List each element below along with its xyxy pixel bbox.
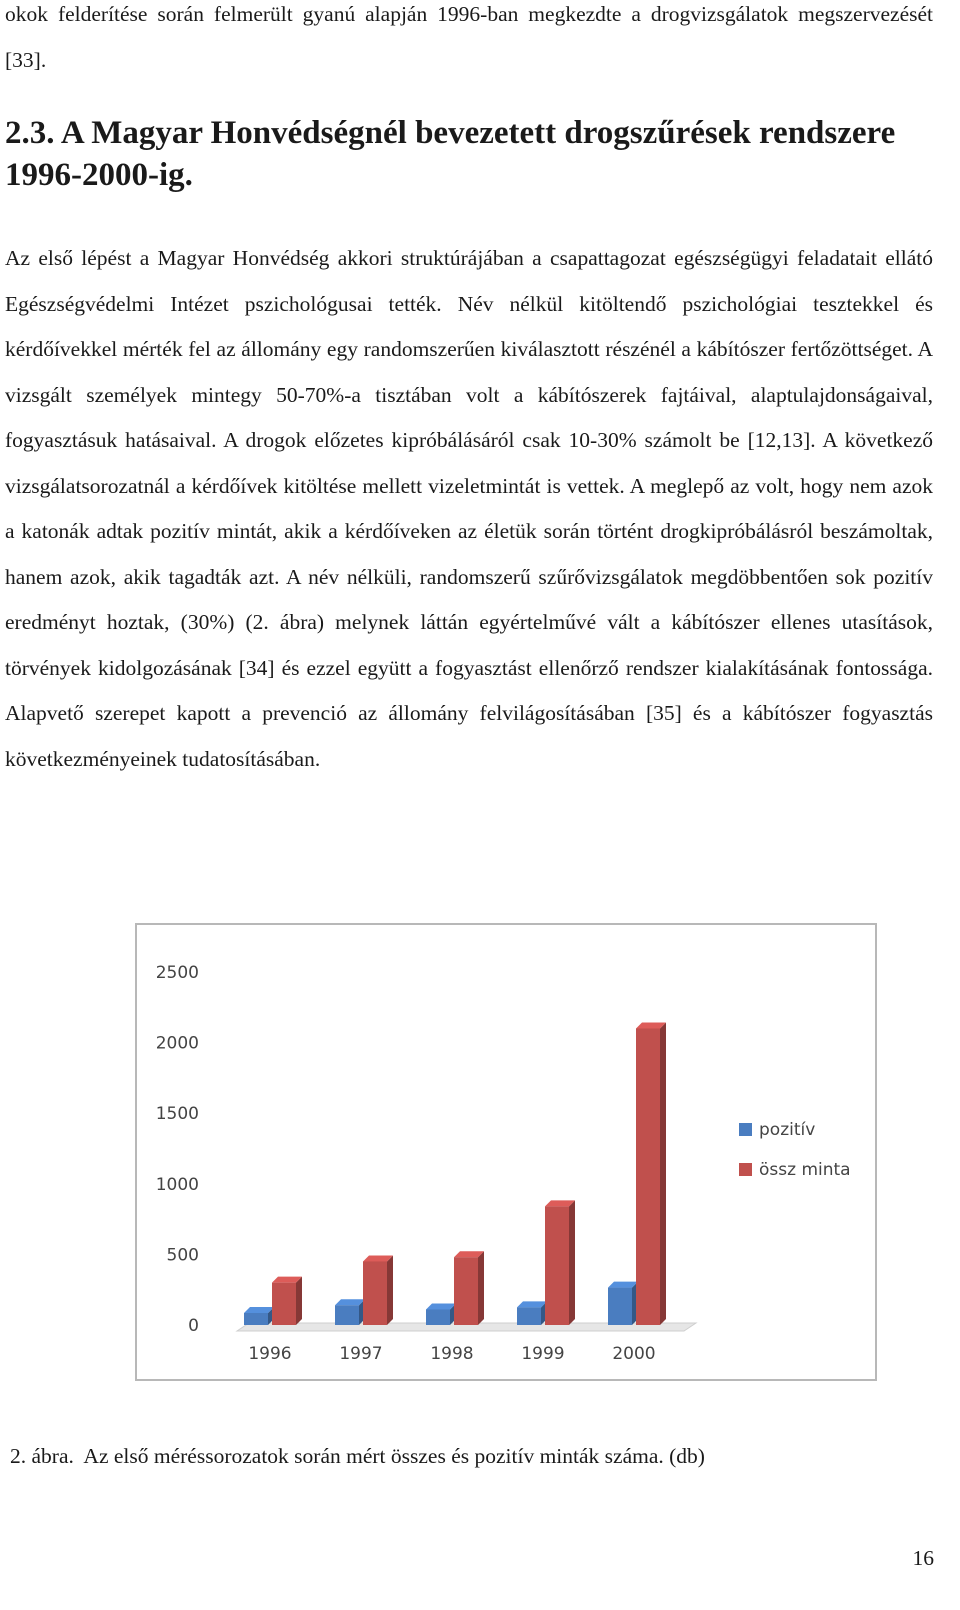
y-tick-label: 2000 [155, 1033, 199, 1054]
x-tick-label: 1999 [521, 1344, 565, 1364]
y-tick-label: 1500 [155, 1104, 199, 1125]
y-tick-label: 500 [166, 1245, 199, 1266]
bar-side [660, 1022, 666, 1325]
bar-side [569, 1200, 575, 1325]
y-tick-label: 1000 [155, 1174, 199, 1195]
figure-caption: 2. ábra. Az első méréssorozatok során mért összes és pozitív minták száma. (db) [10, 1444, 705, 1468]
section-heading: 2.3. A Magyar Honvédségnél bevezetett drogszűrések rendszere 1996-2000-ig. [5, 115, 896, 193]
page-number: 16 [912, 1546, 934, 1570]
legend-label: össz minta [759, 1160, 851, 1180]
x-tick-label: 1998 [430, 1344, 474, 1364]
bar-side [387, 1255, 393, 1325]
y-tick-label: 2500 [155, 963, 199, 983]
intro-paragraph: okok felderítése során felmerült gyanú alapján 1996-ban megkezdte a drogvizsgálatok megszervezését [33]. [5, 2, 933, 72]
bar [517, 1307, 541, 1325]
y-tick-label: 0 [188, 1316, 199, 1336]
x-tick-label: 2000 [612, 1344, 656, 1364]
legend-swatch [739, 1123, 752, 1136]
bar-side [478, 1251, 484, 1325]
bar [608, 1288, 632, 1325]
x-tick-label: 1996 [248, 1344, 292, 1364]
legend-swatch [739, 1163, 752, 1176]
legend-label: pozitív [759, 1120, 816, 1140]
bar [545, 1206, 569, 1325]
bar [335, 1305, 359, 1325]
bar [454, 1257, 478, 1325]
bar [426, 1309, 450, 1325]
bar [636, 1028, 660, 1325]
bar-chart [135, 923, 877, 1381]
bar [272, 1283, 296, 1325]
chart-canvas [137, 925, 877, 1381]
x-tick-label: 1997 [339, 1344, 383, 1364]
bar [363, 1261, 387, 1325]
body-paragraph: Az első lépést a Magyar Honvédség akkori struktúrájában a csapattagozat egészségügyi feladatait ellátó Egészségvédelmi Intézet pszichológusai tették. Név nélkül kitöltendő pszichológiai tesztekkel és kérdőívekkel mérték fel az állomány egy randomszerűen kiválasztott részénél a kábítószer fertőzöttséget. A vizsgált személyek mintegy 50-70%-a tisztában volt a kábítószerek fajtáival, alaptulajdonságaival, fogyasztásuk hatásaival. A drogok előzetes kipróbálásáról csak 10-30% számolt be [12,13]. A következő vizsgálatsorozatnál a kérdőívek kitöltése mellett vizeletmintát is vettek. A meglepő az volt, hogy nem azok a katonák adtak pozitív mintát, akik a kérdőíveken az életük során történt drogkipróbálásról beszámoltak, hanem azok, akik tagadták azt. A név nélküli, randomszerű szűrővizsgálatok megdöbbentően sok pozitív eredményt hoztak, (30%) (2. ábra) melynek láttán egyértelművé vált a kábítószer ellenes utasítások, törvények kidolgozásának [34] és ezzel együtt a fogyasztást ellenőrző rendszer kialakításának fontossága. Alapvető szerepet kapott a prevenció az állomány felvilágosításában [35] és a kábítószer fogyasztás következményeinek tudatosításában. [5, 246, 933, 771]
bar [244, 1313, 268, 1325]
bar-side [296, 1277, 302, 1325]
